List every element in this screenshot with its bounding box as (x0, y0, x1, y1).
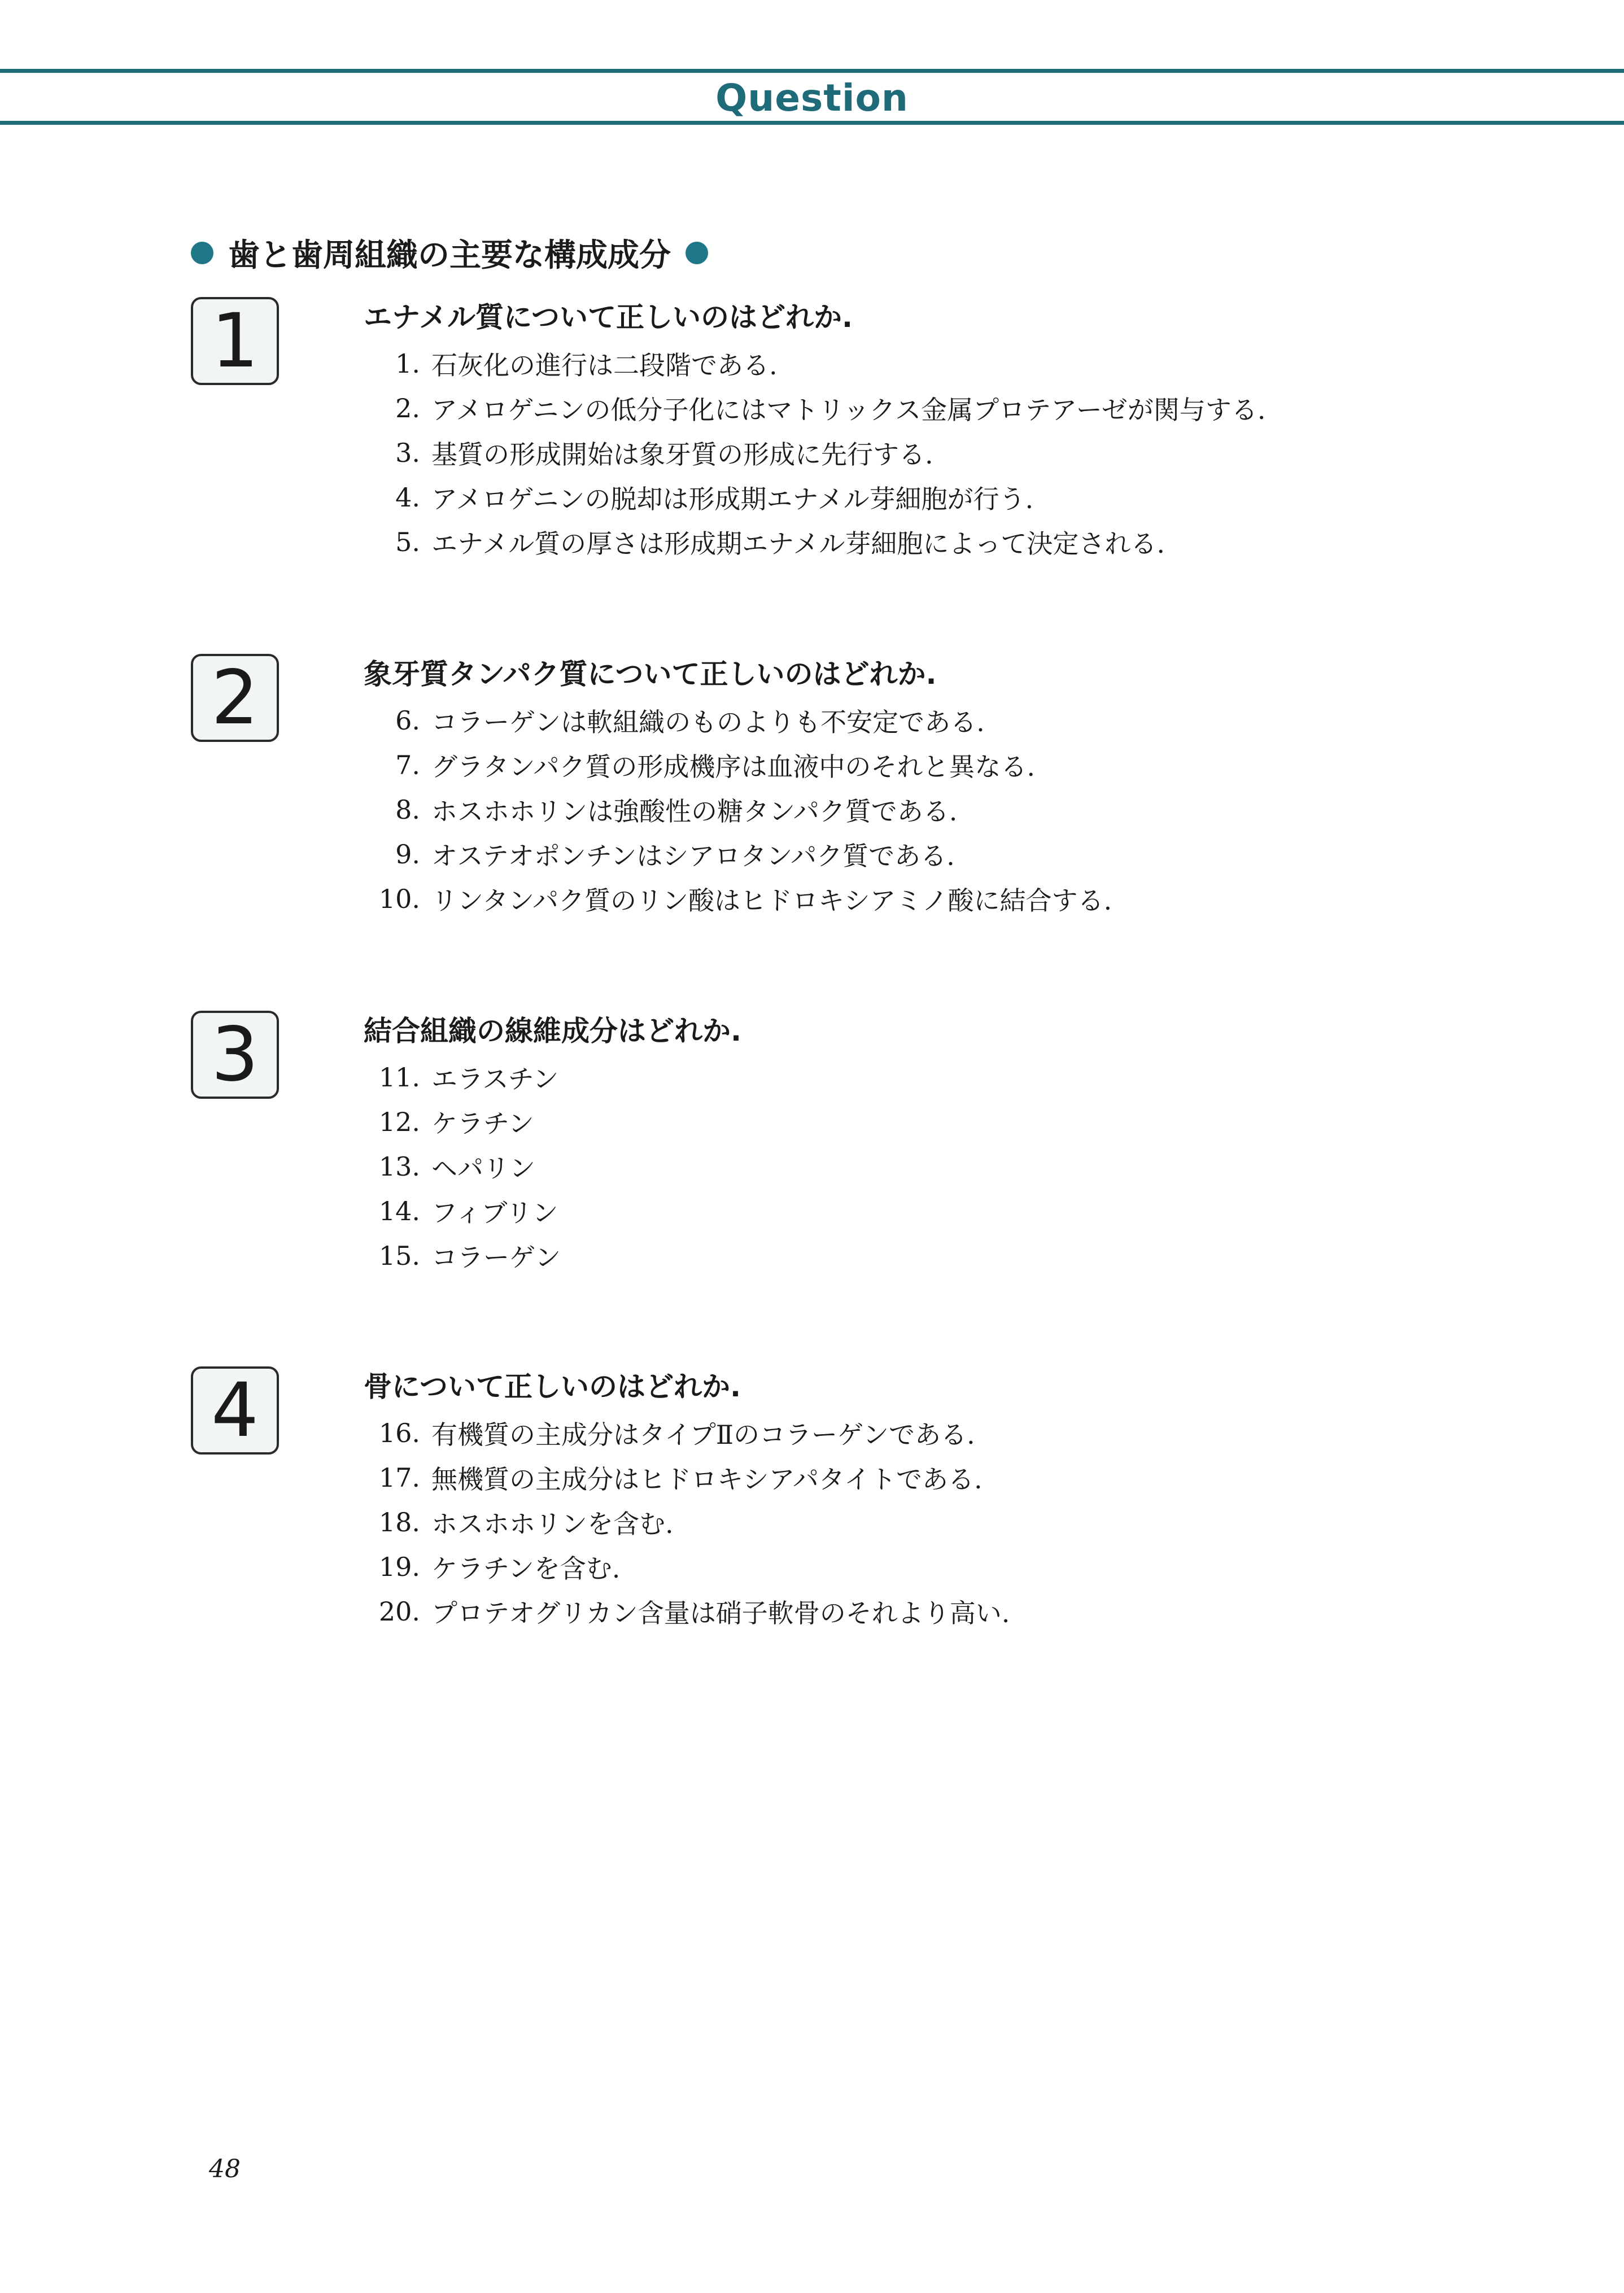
choice-item (364, 430, 1265, 475)
choice-number: 6. (395, 705, 420, 736)
choice-text: コラーゲン (431, 1242, 561, 1273)
choice-text: リンタンパク質のリン酸はヒドロキシアミノ酸に結合する. (431, 885, 1112, 916)
choice-item (364, 1055, 561, 1099)
choice-number: 18. (378, 1506, 420, 1538)
choice-text: ヘパリン (431, 1152, 535, 1183)
choice-number: 17. (378, 1462, 420, 1493)
choice-number: 8. (395, 794, 420, 825)
page-header (0, 69, 1624, 126)
choice-item (364, 1500, 1010, 1544)
choice-text: エラスチン (431, 1063, 559, 1094)
choice-item (364, 743, 1112, 787)
choice-number: 10. (378, 883, 420, 914)
choice-item (364, 475, 1265, 519)
section-title-text: 歯と歯周組織の主要な構成成分 (228, 237, 671, 274)
question-stem: エナメル質について正しいのはどれか. (364, 301, 853, 334)
choice-item (364, 1544, 1010, 1589)
choice-number: 5. (395, 526, 420, 557)
section-title (191, 230, 708, 276)
choice-number: 4. (395, 482, 420, 513)
choice-item (364, 1144, 561, 1189)
question-number-box: 3 (191, 1011, 279, 1099)
choice-text: フィブリン (431, 1197, 558, 1228)
choice-item (364, 1589, 1010, 1634)
page-number: 48 (209, 2155, 241, 2183)
choice-list (364, 1055, 561, 1278)
question-number-box: 4 (191, 1366, 279, 1455)
choice-number: 20. (378, 1596, 420, 1627)
choice-text: アメロゲニンの脱却は形成期エナメル芽細胞が行う. (431, 483, 1034, 514)
choice-number: 9. (395, 838, 420, 870)
choice-number: 12. (378, 1106, 420, 1137)
choice-number: 13. (378, 1151, 420, 1182)
choice-number: 7. (395, 749, 420, 780)
question-stem: 結合組織の線維成分はどれか. (364, 1015, 741, 1047)
choice-number: 14. (378, 1195, 420, 1226)
choice-text: ホスホホリンを含む. (431, 1508, 674, 1539)
question-stem: 骨について正しいのはどれか. (364, 1370, 741, 1403)
choice-text: ケラチンを含む. (431, 1553, 621, 1584)
choice-number: 15. (378, 1240, 420, 1271)
choice-item (364, 1410, 1010, 1455)
bullet-dot-icon (191, 242, 213, 264)
question-stem: 象牙質タンパク質について正しいのはどれか. (364, 658, 937, 691)
choice-number: 16. (378, 1417, 420, 1448)
choice-number: 19. (378, 1551, 420, 1582)
choice-text: 石灰化の進行は二段階である. (431, 350, 778, 381)
choice-text: 基質の形成開始は象牙質の形成に先行する. (431, 439, 933, 470)
choice-item (364, 832, 1112, 876)
choice-number: 1. (395, 348, 420, 379)
choice-item (364, 519, 1265, 564)
choice-number: 3. (395, 437, 420, 468)
question-number-box: 1 (191, 297, 279, 385)
choice-text: ケラチン (431, 1108, 534, 1139)
choice-text: 有機質の主成分はタイプⅡのコラーゲンである. (431, 1419, 975, 1450)
choice-list (364, 698, 1112, 921)
question-number-box: 2 (191, 654, 279, 742)
choice-number: 11. (378, 1062, 420, 1093)
choice-list (364, 1410, 1010, 1634)
header-rule-top (0, 69, 1624, 73)
choice-item (364, 787, 1112, 832)
choice-item (364, 1455, 1010, 1500)
choice-number: 2. (395, 392, 420, 423)
choice-item (364, 1189, 561, 1233)
choice-text: オステオポンチンはシアロタンパク質である. (431, 840, 955, 871)
choice-text: ホスホホリンは強酸性の糖タンパク質である. (431, 796, 958, 827)
header-rule-bottom (0, 121, 1624, 125)
bullet-dot-icon (686, 242, 708, 264)
choice-text: コラーゲンは軟組織のものよりも不安定である. (431, 706, 985, 737)
choice-item (364, 1099, 561, 1144)
choice-item (364, 1233, 561, 1278)
choice-item (364, 386, 1265, 430)
choice-item (364, 876, 1112, 921)
choice-item (364, 341, 1265, 386)
choice-text: 無機質の主成分はヒドロキシアパタイトである. (431, 1464, 983, 1495)
header-title: Question (715, 76, 909, 120)
choice-list (364, 341, 1265, 564)
choice-text: アメロゲニンの低分子化にはマトリックス金属プロテアーゼが関与する. (431, 394, 1266, 425)
choice-text: グラタンパク質の形成機序は血液中のそれと異なる. (431, 751, 1035, 782)
choice-text: プロテオグリカン含量は硝子軟骨のそれより高い. (431, 1597, 1010, 1628)
choice-item (364, 698, 1112, 743)
choice-text: エナメル質の厚さは形成期エナメル芽細胞によって決定される. (431, 528, 1165, 559)
